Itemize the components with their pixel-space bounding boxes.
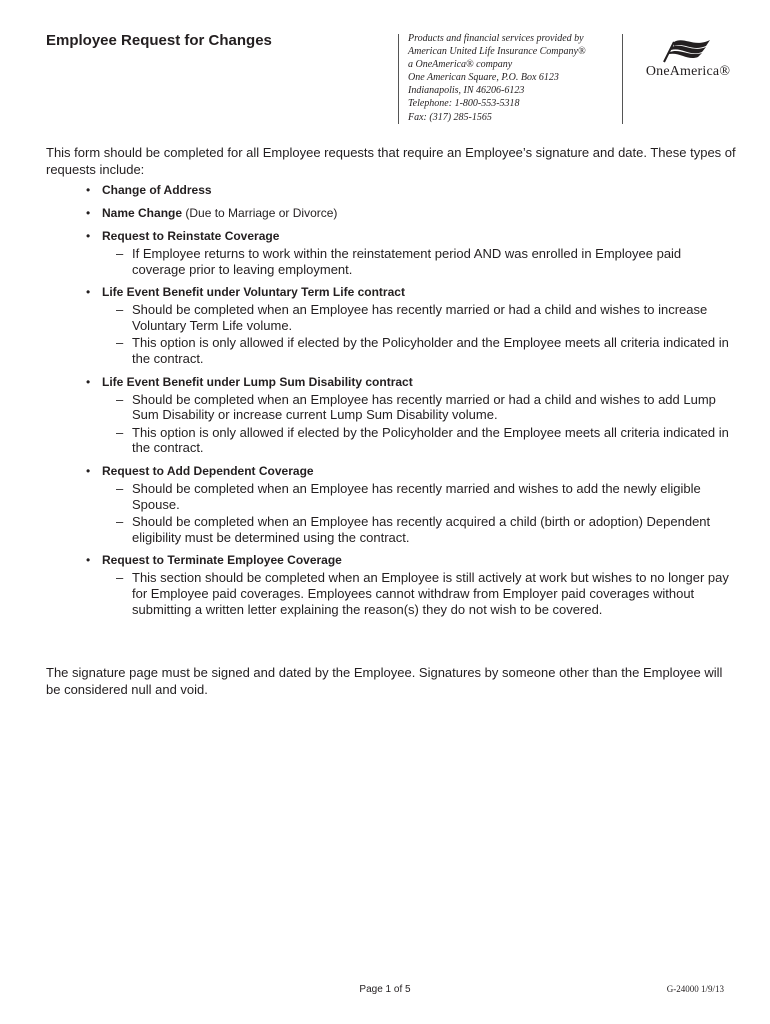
- list-item-heading: [102, 182, 736, 198]
- list-item-heading: [102, 374, 736, 390]
- sub-item-text: This option is only allowed if elected by the Policyholder and the Employee meets all criteria indicated in the contract.: [132, 335, 729, 366]
- header-divider-right: [622, 34, 623, 124]
- form-code: G-24000 1/9/13: [666, 984, 724, 994]
- list-item: [46, 284, 736, 366]
- dash-icon: –: [116, 302, 124, 318]
- list-item: [46, 552, 736, 617]
- list-item: [46, 374, 736, 456]
- list-item-heading: [102, 284, 736, 300]
- request-types-list: [46, 182, 736, 624]
- sub-item-text: This option is only allowed if elected by the Policyholder and the Employee meets all criteria indicated in the contract.: [132, 424, 729, 456]
- dash-icon: –: [116, 570, 124, 586]
- address-line: Fax: (317) 285-1565: [408, 111, 492, 123]
- sub-item: [102, 302, 736, 333]
- sub-item-text: Should be completed when an Employee has recently married or had a child and wishes to add Lump Sum Disability or increase current Lump Sum Disability volume.: [132, 391, 716, 423]
- company-address-block: [408, 32, 608, 124]
- list-item: [46, 228, 736, 277]
- header-divider-left: [398, 34, 399, 124]
- list-item-heading: [102, 228, 736, 244]
- list-item-title: Request to Add Dependent Coverage: [102, 463, 314, 478]
- address-line: One American Square, P.O. Box 6123: [408, 72, 559, 84]
- sub-item: [102, 514, 736, 545]
- list-item: [46, 182, 736, 198]
- list-item-note: (Due to Marriage or Divorce): [182, 206, 338, 220]
- sub-item: [102, 570, 736, 617]
- page-number: Page 1 of 5: [359, 984, 411, 995]
- list-item-title: Life Event Benefit under Voluntary Term Life contract: [102, 285, 405, 300]
- intro-paragraph: This form should be completed for all Employee requests that require an Employee’s signature and date. These types of requests include:: [46, 145, 736, 177]
- list-item-title: Change of Address: [102, 183, 212, 197]
- list-item-heading: [102, 463, 736, 479]
- list-item-heading: [102, 205, 736, 221]
- sub-item: [102, 425, 736, 456]
- sub-item: [102, 335, 736, 366]
- form-title: Employee Request for Changes: [46, 32, 272, 49]
- sub-item: [102, 481, 736, 512]
- bullet-icon: •: [86, 183, 91, 197]
- list-item-title: Name Change: [102, 206, 183, 220]
- dash-icon: –: [116, 480, 124, 496]
- address-line: a OneAmerica® company: [408, 59, 513, 71]
- company-logo: [632, 36, 744, 84]
- flag-icon: [660, 36, 716, 64]
- bullet-icon: •: [86, 374, 91, 389]
- bullet-icon: •: [86, 553, 91, 568]
- sub-item-text: Should be completed when an Employee has recently acquired a child (birth or adoption) Dependent eligibility must be determined using the contract.: [132, 514, 711, 545]
- bullet-icon: •: [86, 463, 91, 478]
- list-item-title: Request to Reinstate Coverage: [102, 229, 280, 243]
- list-item: [46, 205, 736, 221]
- address-line: Indianapolis, IN 46206-6123: [408, 85, 525, 97]
- sub-item-text: Should be completed when an Employee has recently married and wishes to add the newly eligible Spouse.: [132, 480, 701, 512]
- sub-item-text: This section should be completed when an Employee is still actively at work but wishes to no longer pay for Employee paid coverages. Employees cannot withdraw from Employer paid coverages without submitting a written letter explaining the reason(s) they do not wish to be covered.: [132, 570, 729, 617]
- address-line: Telephone: 1-800-553-5318: [408, 98, 520, 110]
- sub-item-text: If Employee returns to work within the reinstatement period AND was enrolled in Employee paid coverage prior to leaving employment.: [132, 246, 682, 277]
- list-item: [46, 463, 736, 545]
- closing-paragraph: The signature page must be signed and dated by the Employee. Signatures by someone other than the Employee will be considered null and void.: [46, 665, 723, 697]
- dash-icon: –: [116, 335, 124, 351]
- sub-item: [102, 392, 736, 423]
- sub-item: [102, 246, 736, 277]
- dash-icon: –: [116, 391, 124, 407]
- list-item-title: Request to Terminate Employee Coverage: [102, 553, 342, 568]
- dash-icon: –: [116, 424, 124, 440]
- dash-icon: –: [116, 514, 124, 530]
- bullet-icon: •: [86, 285, 91, 300]
- bullet-icon: •: [86, 206, 91, 220]
- bullet-icon: •: [86, 229, 91, 243]
- address-line: Products and financial services provided by: [408, 33, 584, 44]
- list-item-heading: [102, 552, 736, 568]
- address-line: American United Life Insurance Company®: [408, 46, 586, 58]
- dash-icon: –: [116, 246, 124, 261]
- logo-wordmark: OneAmerica®: [645, 64, 731, 79]
- sub-item-text: Should be completed when an Employee has recently married or had a child and wishes to increase Voluntary Term Life volume.: [132, 302, 708, 333]
- list-item-title: Life Event Benefit under Lump Sum Disability contract: [102, 374, 413, 389]
